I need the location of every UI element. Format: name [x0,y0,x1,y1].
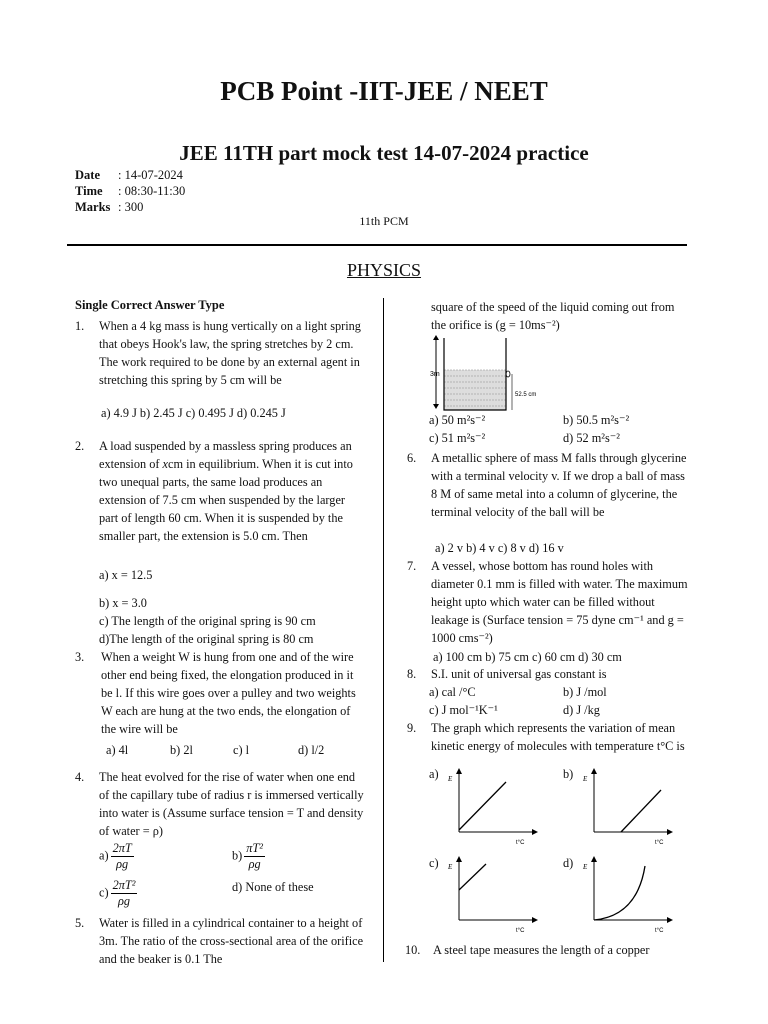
question-text: A vessel, whose bottom has round holes with diameter 0.1 mm is filled with water. The maximum height upto which water can be filled without leakage is (Surface tension = 75 dyne cm⁻¹ and g = 1000 cms⁻²) [431,559,688,645]
q3-option-d: d) l/2 [298,743,325,757]
y-arrow [456,768,462,774]
answer-type-heading: Single Correct Answer Type [75,298,225,312]
question-7-options: a) 100 cm b) 75 cm c) 60 cm d) 30 cm [433,650,622,664]
y-label: E [583,863,588,871]
x-arrow [667,917,673,923]
page-title: PCB Point -IIT-JEE / NEET [220,76,548,106]
q4-option-b [232,841,265,872]
graph-d [579,856,675,936]
graph-a-label: a) [429,767,439,781]
fraction-numerator: πT² [246,841,263,855]
option-label: c) [99,885,109,900]
height-label: 3m [430,371,440,378]
q4-option-c [99,878,137,909]
fraction-numerator: 2πT [112,841,132,855]
question-9 [407,719,689,755]
q8-option-a: a) cal /°C [429,685,476,699]
question-4 [75,768,364,840]
q5-option-a: a) 50 m²s⁻² [429,413,486,427]
fraction [111,841,134,872]
q2-option-c: c) The length of the original spring is 90 cm [99,614,316,628]
q8-option-b: b) J /mol [563,685,607,699]
q4-option-a [99,841,134,872]
question-1-options: a) 4.9 J b) 2.45 J c) 0.495 J d) 0.245 J [101,406,286,420]
question-text: Water is filled in a cylindrical container to a height of 3m. The ratio of the cross-sectional area of the orifice and the beaker is 0.1 The [99,916,364,966]
fraction-numerator: 2πT² [112,878,136,892]
fraction-denominator: ρg [248,857,261,871]
q3-option-b: b) 2l [170,743,193,757]
question-text: A steel tape measures the length of a copper [433,943,650,957]
arrow-head-bottom [433,404,439,409]
y-arrow [591,856,597,862]
question-text-a: A load suspended by a massless spring produces an extension of [99,439,352,471]
question-6 [407,449,689,521]
question-text: The heat evolved for the rise of water when one end of the capillary tube of radius r is immersed vertically into water is (Assume surface tension = T and density of water = ρ) [99,770,364,838]
question-10 [405,941,691,959]
y-arrow [456,856,462,862]
question-number: 5. [75,916,85,930]
x-label: t°C [516,928,525,934]
graph-c [444,856,540,936]
section-heading: PHYSICS [346,260,422,280]
y-arrow [591,768,597,774]
arrow-head-top [433,335,439,340]
question-number: 3. [75,650,85,664]
question-number: 8. [407,667,417,681]
date-value: : 14-07-2024 [118,168,183,182]
orifice [506,371,510,377]
y-label: E [448,775,453,783]
fraction-denominator: ρg [117,894,131,908]
question-text: When a weight W is hung from one and of the wire other end being fixed, the elongation produced in it be l. If this wire goes over a pulley and two weights W each are hung at the two ends, the elongation of the wire will be [101,650,356,736]
question-7 [407,557,689,647]
x-label: t°C [655,928,664,934]
y-label: E [583,775,588,783]
q5-option-c: c) 51 m²s⁻² [429,431,486,445]
question-text-b: cm in equilibrium. When it is cut into two unequal parts, the same load produces an extension of 7.5 cm when suspended by the larger part of length 60 cm. When it is suspended by the smaller part, the extension is 5.0 cm. Then [99,457,353,543]
marks-value: : 300 [118,200,144,214]
question-number: 9. [407,721,417,735]
fraction-denominator: ρg [116,857,129,871]
orifice-height-label: 52.5 cm [515,392,537,398]
question-number: 1. [75,319,85,333]
graph-b-label: b) [563,767,574,781]
question-text: A metallic sphere of mass M falls through glycerine with a terminal velocity v. If we drop a ball of mass 8 M of same metal into a column of glycerine, the terminal velocity of the ball will be [431,451,687,519]
x-label: t°C [655,840,664,846]
container-diagram [428,334,548,414]
graph-curve [459,782,506,830]
graph-a [444,768,540,848]
q5-option-d: d) 52 m²s⁻² [563,431,620,445]
question-8 [407,665,689,683]
graph-curve [621,790,661,832]
x-arrow [667,829,673,835]
question-text: When a 4 kg mass is hung vertically on a light spring that obeys Hook's law, the spring stretches by 2 cm. The work required to be done by an external agent in stretching this spring by 5 cm will be [99,319,361,387]
graph-b [579,768,675,848]
graph-curve [459,864,486,890]
graph-curve [594,866,645,920]
question-text: S.I. unit of universal gas constant is [431,667,607,681]
graph-c-label: c) [429,856,439,870]
question-5-continued: square of the speed of the liquid coming out from the orifice is (g = 10ms⁻²) [431,300,675,332]
question-6-options: a) 2 v b) 4 v c) 8 v d) 16 v [435,541,564,555]
fraction [244,841,265,872]
date-label: Date [75,168,100,182]
q8-option-c: c) J mol⁻¹K⁻¹ [429,703,498,717]
q4-option-d: d) None of these [232,880,314,894]
x-label: t°C [516,840,525,846]
option-label: b) [232,848,243,863]
time-value: : 08:30-11:30 [118,184,186,198]
q3-option-a: a) 4l [106,743,129,757]
question-number: 2. [75,439,85,453]
q8-option-d: d) J /kg [563,703,600,717]
date-row [75,167,183,183]
marks-label: Marks [75,200,111,214]
graph-d-label: d) [563,856,574,870]
header-divider [67,244,687,246]
question-5 [75,914,364,968]
time-row [75,183,185,199]
q5-option-b: b) 50.5 m²s⁻² [563,413,630,427]
q2-option-b: b) x = 3.0 [99,596,147,610]
q2-option-a: a) x = 12.5 [99,568,153,582]
marks-row [75,199,143,215]
column-divider [383,298,384,962]
question-1 [75,317,364,389]
option-label: a) [99,848,109,863]
time-label: Time [75,184,103,198]
question-number: 4. [75,770,85,784]
y-label: E [448,863,453,871]
variable-x: x [162,457,168,471]
question-2 [75,437,364,545]
x-arrow [532,917,538,923]
question-number: 10. [405,943,421,957]
class-label: 11th PCM [359,214,409,228]
question-number: 7. [407,559,417,573]
question-3 [75,648,364,738]
question-number: 6. [407,451,417,465]
question-text: The graph which represents the variation of mean kinetic energy of molecules with temperature t°C is [431,721,685,753]
fraction [111,878,138,909]
q2-option-d: d)The length of the original spring is 80 cm [99,632,314,646]
test-title: JEE 11TH part mock test 14-07-2024 practice [179,141,589,165]
x-arrow [532,829,538,835]
q3-option-c: c) l [233,743,250,757]
